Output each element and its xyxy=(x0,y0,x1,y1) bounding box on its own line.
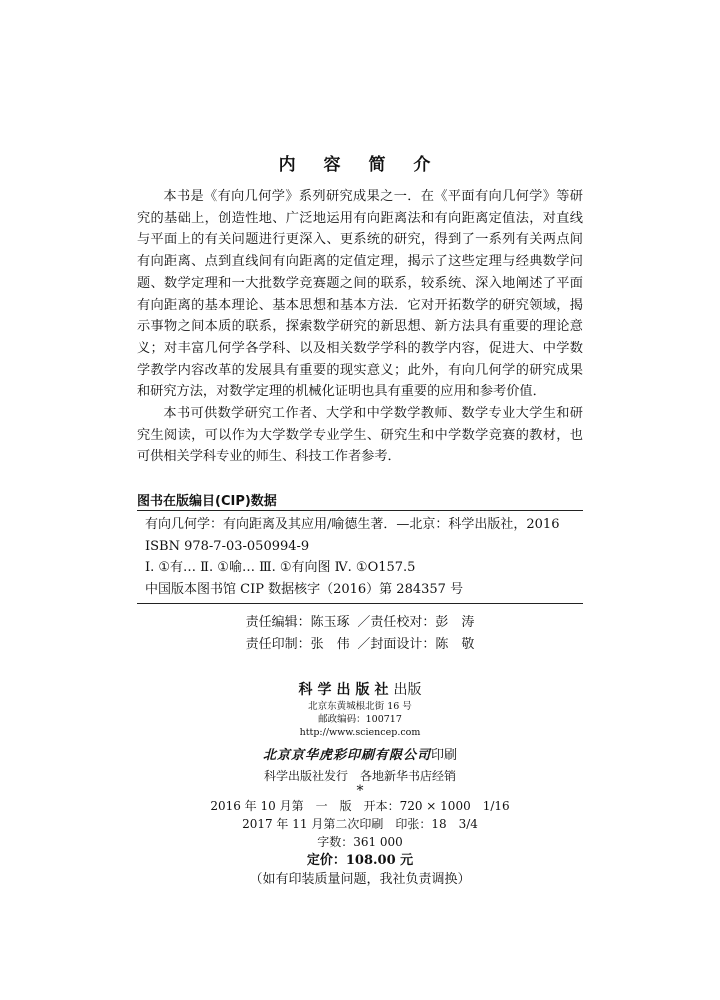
publisher-postcode: 邮政编码：100717 xyxy=(318,714,402,725)
printer-suffix: 印刷 xyxy=(431,748,458,763)
intro-paragraph-1: 本书是《有向几何学》系列研究成果之一．在《平面有向几何学》等研究的基础上，创造性地、广泛地运用有向距离法和有向距离定值法，对直线与平面上的有关问题进行更深入、更系统的研究，得到了一系列有关两点间有向距离、点到直线间有向距离的定值定理，揭示了这些定理与经典数学问题、数学定理和一大批数学竞赛题之间的联系，较系统、深入地阐述了平面有向距离的基本理论、基本思想和基本方法．它对开拓数学的研究领域，揭示事物之间本质的联系，探索数学研究的新思想、新方法具有重要的理论意义；对丰富几何学各学科、以及相关数学学科的教学内容，促进大、中学数学教学内容改革的发展具有重要的现实意义；此外，有向几何学的研究成果和研究方法，对数学定理的机械化证明也具有重要的应用和参考价值． xyxy=(137,189,583,400)
price-value: 108.00 元 xyxy=(345,853,414,868)
cip-isbn-line: ISBN 978-7-03-050994-9 xyxy=(145,538,310,554)
price-label: 定价： xyxy=(306,853,346,868)
imprint-block xyxy=(0,680,720,889)
editor-proofreader-line: 责任编辑：陈玉琢 ／责任校对：彭 涛 xyxy=(245,615,475,630)
quality-notice: （如有印装质量问题，我社负责调换） xyxy=(249,872,471,887)
cip-data-box xyxy=(137,510,583,604)
word-count: 字数：361 000 xyxy=(317,835,403,849)
publisher-line xyxy=(0,680,720,700)
price-line xyxy=(0,851,720,870)
intro-paragraph-2: 本书可供数学研究工作者、大学和中学数学教师、数学专业大学生和研究生阅读，可以作为大学数学专业学生、研究生和中学数学竞赛的教材，也可供相关学科专业的师生、科技工作者参考． xyxy=(137,406,583,465)
cip-heading: 图书在版编目(CIP)数据 xyxy=(137,494,277,509)
cip-title-line: 有向几何学：有向距离及其应用/喻德生著．—北京：科学出版社，2016 xyxy=(145,517,560,532)
edition-line-1: 2016 年 10 月第 一 版 开本：720 × 1000 1/16 xyxy=(210,799,510,813)
book-introduction xyxy=(137,186,583,468)
publisher-address: 北京东黄城根北街 16 号 xyxy=(308,701,412,712)
printer-line xyxy=(0,745,720,767)
page-title: 内 容 简 介 xyxy=(278,155,442,175)
edition-line-2: 2017 年 11 月第二次印刷 印张：18 3/4 xyxy=(242,817,478,831)
responsibility-credits xyxy=(0,612,720,656)
publisher-website: http://www.sciencep.com xyxy=(299,727,421,738)
cip-classification-line: Ⅰ. ①有… Ⅱ. ①喻… Ⅲ. ①有向图 Ⅳ. ①O157.5 xyxy=(145,560,416,575)
cip-record-number-line: 中国版本图书馆 CIP 数据核字（2016）第 284357 号 xyxy=(145,581,464,597)
distribution-line: 科学出版社发行 各地新华书店经销 xyxy=(263,769,456,783)
printer-name: 北京京华虎彩印刷有限公司 xyxy=(262,748,431,763)
publisher-name: 科学出版社 xyxy=(298,682,394,698)
publisher-suffix: 出版 xyxy=(393,682,422,698)
printing-cover-design-line: 责任印制：张 伟 ／封面设计：陈 敬 xyxy=(245,637,475,652)
separator-star: * xyxy=(356,783,364,799)
